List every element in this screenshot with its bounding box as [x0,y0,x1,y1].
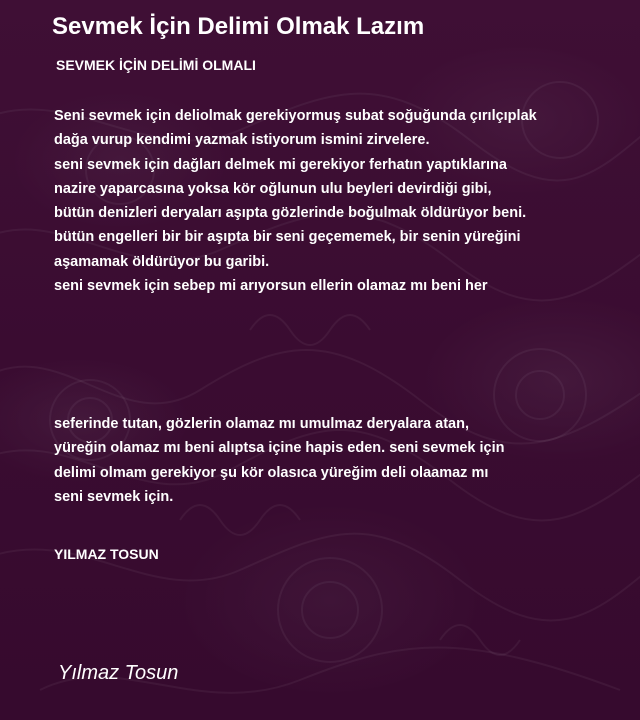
poem-title: Sevmek İçin Delimi Olmak Lazım [52,13,425,40]
poem-stanza-2 [54,412,504,509]
poem-line: delimi olmam gerekiyor şu kör olasıca yüreğim deli olaamaz mı [54,464,489,481]
poem-signature: YILMAZ TOSUN [54,546,159,562]
poem-line: bütün engelleri bir bir aşıpta bir seni geçememek, bir senin yüreğini [54,229,521,246]
poem-stanza-1 [54,104,537,298]
poem-line: nazire yaparcasına yoksa kör oğlunun ulu beyleri devirdiği gibi, [54,180,492,197]
poem-line: seni sevmek için sebep mi arıyorsun ellerin olamaz mı beni her [54,278,488,295]
poem-line: seferinde tutan, gözlerin olamaz mı umulmaz deryalara atan, [54,416,469,432]
poem-subtitle: SEVMEK İÇİN DELİMİ OLMALI [56,57,256,73]
poem-line: seni sevmek için. [54,488,174,505]
poem-line: dağa vurup kendimi yazmak istiyorum ismini zirvelere. [54,132,430,149]
poem-line: yüreğin olamaz mı beni alıptsa içine hapis eden. seni sevmek için [54,440,505,457]
poem-line: bütün denizleri deryaları aşıpta gözlerinde boğulmak öldürüyor beni. [54,205,527,222]
author-name: Yılmaz Tosun [58,662,179,684]
poem-line: seni sevmek için dağları delmek mi gerekiyor ferhatın yaptıklarına [54,156,507,173]
poem-line: aşamamak öldürüyor bu garibi. [54,253,270,270]
poem-line: Seni sevmek için deliolmak gerekiyormuş subat soğuğunda çırılçıplak [54,108,537,124]
